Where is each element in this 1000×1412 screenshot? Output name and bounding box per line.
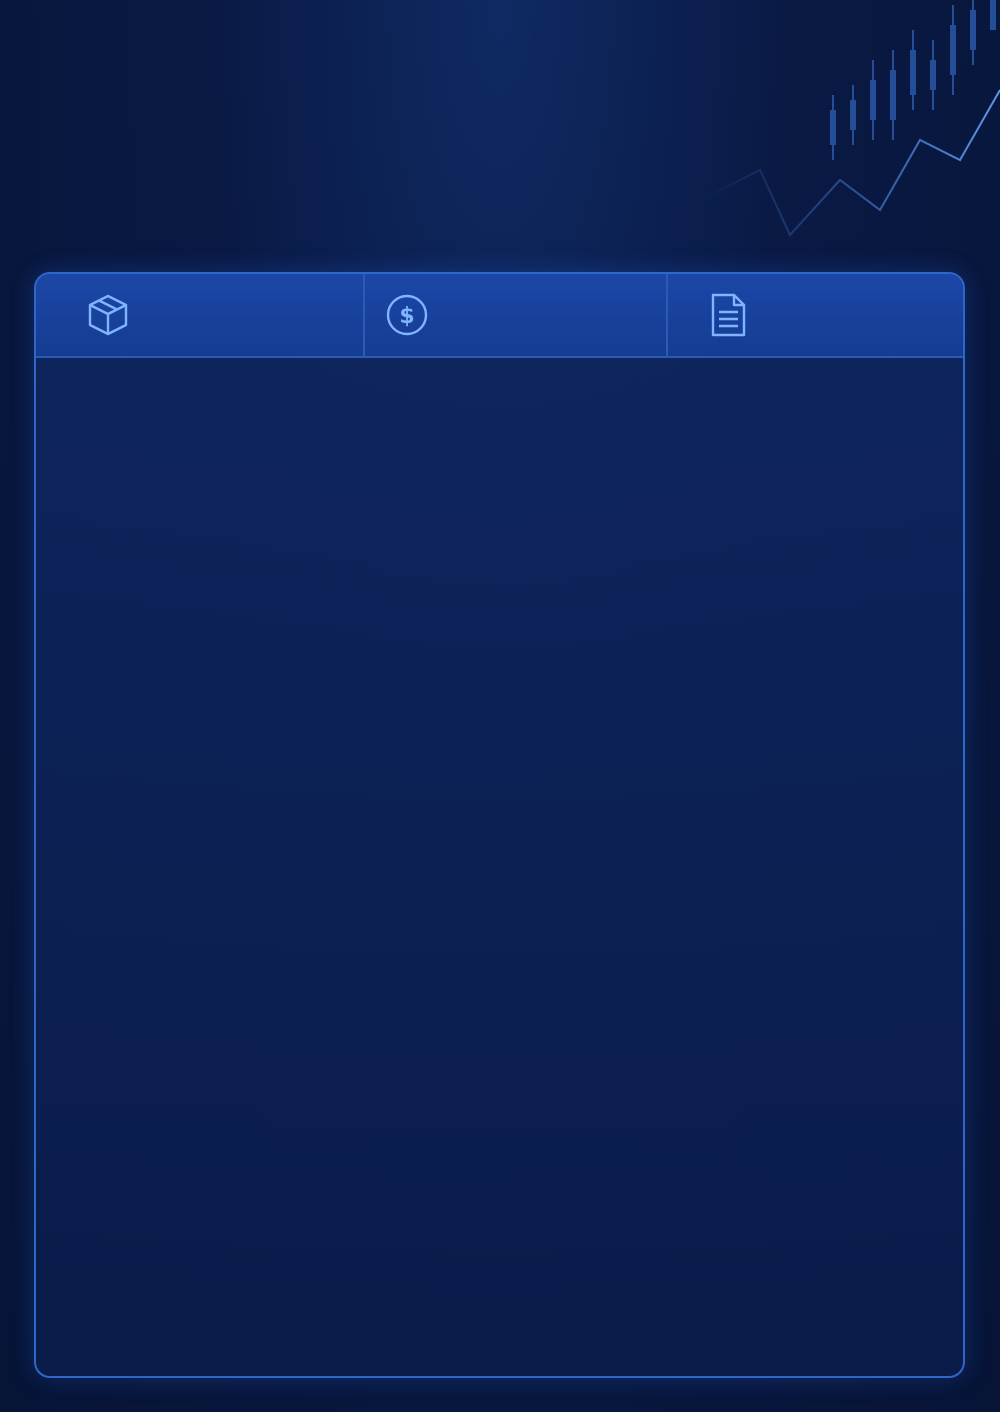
candles-decoration [830,0,996,160]
header-module [36,274,365,356]
table-header-row [36,274,965,358]
dollar-circle-icon [383,291,431,339]
cost-table [34,272,965,1378]
background-candlestick-chart [0,0,1000,260]
cube-icon [84,291,132,339]
header-cost [365,274,668,356]
header-notes [668,274,965,356]
document-icon [704,291,752,339]
svg-text:$: $ [399,304,415,329]
